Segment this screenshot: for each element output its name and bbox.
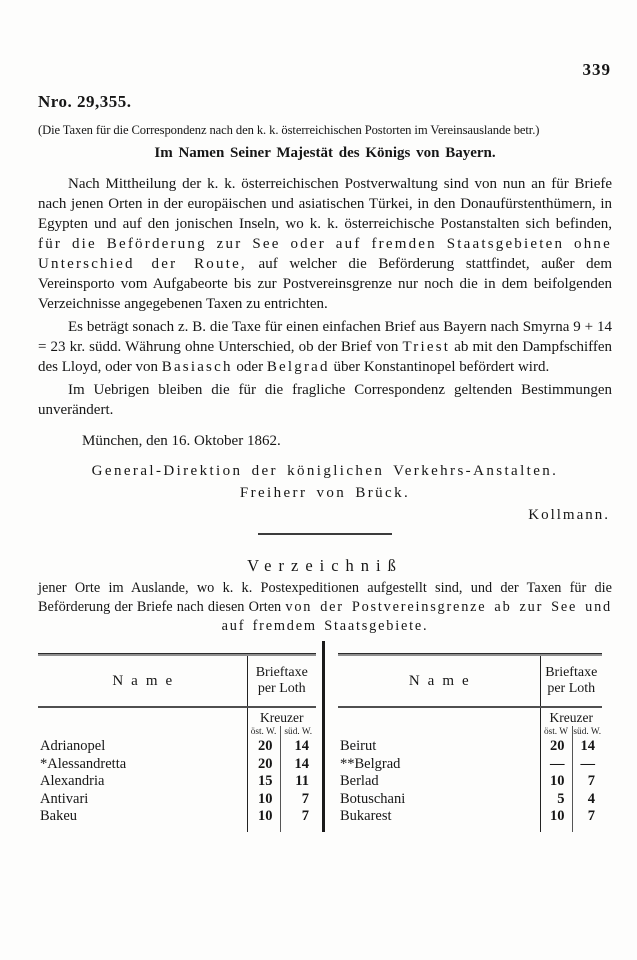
table-row [38, 791, 316, 809]
table-row [38, 756, 316, 774]
rate-oest-cell: 20 [258, 755, 273, 772]
rates-tables-region [38, 653, 612, 832]
oest-label: öst. W [543, 727, 569, 737]
section-divider-rule [258, 533, 392, 535]
place-name-cell: Bakeu [38, 808, 247, 826]
table-header-row [38, 656, 316, 707]
rates-table-left [38, 653, 316, 832]
sued-label: süd. W. [573, 727, 602, 737]
rate-sued-cell: 4 [572, 791, 602, 809]
rate-oest-cell: 15 [258, 773, 273, 790]
rate-oest-cell: 20 [258, 738, 273, 755]
table-row [338, 738, 602, 756]
doc-number: Nro. 29,355. [38, 92, 132, 111]
table-rule-tail [338, 826, 602, 832]
text-segment-spaced: von der Postvereinsgrenze ab zur See und auf fremdem Staatsgebiete. [221, 599, 612, 634]
text-segment: ab mit den Dampfschiffen des Lloyd, oder von [38, 339, 613, 375]
table-row [38, 773, 316, 791]
text-segment-spaced: für die Beförderung zur See oder auf fremden Staatsgebieten ohne Unterschied der Route, [38, 236, 612, 272]
currency-label: Kreuzer [549, 710, 593, 725]
place-name-cell: Antivari [38, 791, 247, 809]
signature-signer: Kollmann. [528, 507, 610, 523]
rate-sued-cell: 14 [280, 738, 316, 756]
name-column-header: Name [38, 656, 247, 707]
text-segment: oder [232, 359, 267, 375]
paragraph-beispiel [38, 317, 612, 377]
currency-label: Kreuzer [260, 710, 304, 725]
rate-oest-cell: 10 [550, 773, 565, 790]
place-name-cell: **Belgrad [338, 756, 540, 774]
verzeichnis-caption [38, 579, 612, 636]
place-name-cell: Adrianopel [38, 738, 247, 756]
rate-sued-cell: 7 [572, 808, 602, 826]
text-segment: über Konstantinopel befördert wird. [329, 359, 550, 375]
rate-sued-cell: 7 [572, 773, 602, 791]
text-segment-spaced: Triest [402, 339, 451, 355]
oest-label: öst. W. [250, 727, 277, 737]
text-segment: Nach Mittheilung der k. k. österreichischen Postverwaltung sind von nun an für Briefe nach jenen Orten in der europäischen und asiatischen Türkei, in den Donaufürstenthümern, in Egypten und auf den jonischen Inseln, wo k. k. österreichische Postanstalten sich befinden, [38, 176, 612, 232]
place-name-cell: Botuschani [338, 791, 540, 809]
text-segment: Es beträgt sonach z. B. die Taxe für einen einfachen Brief aus Bayern nach Smyrna 9 + 14 = 23 kr. südd. Währung ohne Unterschied, ob der Brief von [38, 319, 612, 355]
rate-oest-cell: 5 [557, 790, 565, 807]
subject-line: (Die Taxen für die Correspondenz nach den k. k. österreichischen Postorten im Vereinsauslande betr.) [38, 123, 540, 137]
table-header-row [338, 656, 602, 707]
rate-oest-cell: 10 [258, 790, 273, 807]
dateline: München, den 16. Oktober 1862. [82, 433, 281, 449]
rate-oest-cell: — [550, 755, 565, 772]
rate-oest-cell: 10 [258, 808, 273, 825]
table-row [338, 791, 602, 809]
subcolumn-label-row [38, 726, 316, 738]
table-row [38, 738, 316, 756]
table-row [338, 773, 602, 791]
currency-row [38, 707, 316, 726]
table-divider [322, 641, 325, 832]
signature-authority: General-Direktion der königlichen Verkehrs-Anstalten. [91, 463, 559, 479]
place-name-cell: Alexandria [38, 773, 247, 791]
place-name-cell: Bukarest [338, 808, 540, 826]
rate-oest-cell: 20 [550, 738, 565, 755]
rate-sued-cell: 14 [280, 756, 316, 774]
table-rule-tail [38, 826, 316, 832]
place-name-cell: *Alessandretta [38, 756, 247, 774]
table-row [338, 808, 602, 826]
rate-column-header: Brieftaxe per Loth [540, 656, 602, 707]
rate-column-header: Brieftaxe per Loth [247, 656, 316, 707]
rates-table-right [338, 653, 602, 832]
paragraph-mittheilung [38, 174, 612, 314]
proclamation-heading: Im Namen Seiner Majestät des Königs von Bayern. [154, 145, 496, 161]
text-segment-spaced: Basiasch [161, 359, 233, 375]
text-segment: auf welcher die Beförderung stattfindet, außer dem Vereinsporto vom Aufgabeorte bis zur Postvereinsgrenze nur noch die in dem beifolgenden Verzeichnisse angegebenen Taxen zu entrichten. [38, 256, 612, 312]
paragraph-uebrigen: Im Uebrigen bleiben die für die fragliche Correspondenz geltenden Bestimmungen unverändert. [38, 382, 612, 418]
rate-sued-cell: 7 [280, 791, 316, 809]
verzeichnis-title: Verzeichniß [247, 556, 403, 575]
place-name-cell: Beirut [338, 738, 540, 756]
rate-sued-cell: 14 [572, 738, 602, 756]
rate-sued-cell: 11 [280, 773, 316, 791]
rate-oest-cell: 10 [550, 808, 565, 825]
text-segment: jener Orte im Auslande, wo k. k. Postexpeditionen aufgestellt sind, und der Taxen für die Beförderung der Briefe nach diesen Orten [38, 580, 612, 615]
place-name-cell: Berlad [338, 773, 540, 791]
table-row [38, 808, 316, 826]
name-column-header: Name [338, 656, 540, 707]
table-row [338, 756, 602, 774]
page-number: 339 [582, 60, 611, 79]
sued-label: süd. W. [280, 726, 316, 738]
signature-freiherr: Freiherr von Brück. [239, 485, 411, 501]
rate-sued-cell: — [572, 756, 602, 774]
currency-row [338, 707, 602, 726]
rate-sued-cell: 7 [280, 808, 316, 826]
subcolumn-label-row [338, 726, 602, 738]
text-segment-spaced: Belgrad [266, 359, 330, 375]
